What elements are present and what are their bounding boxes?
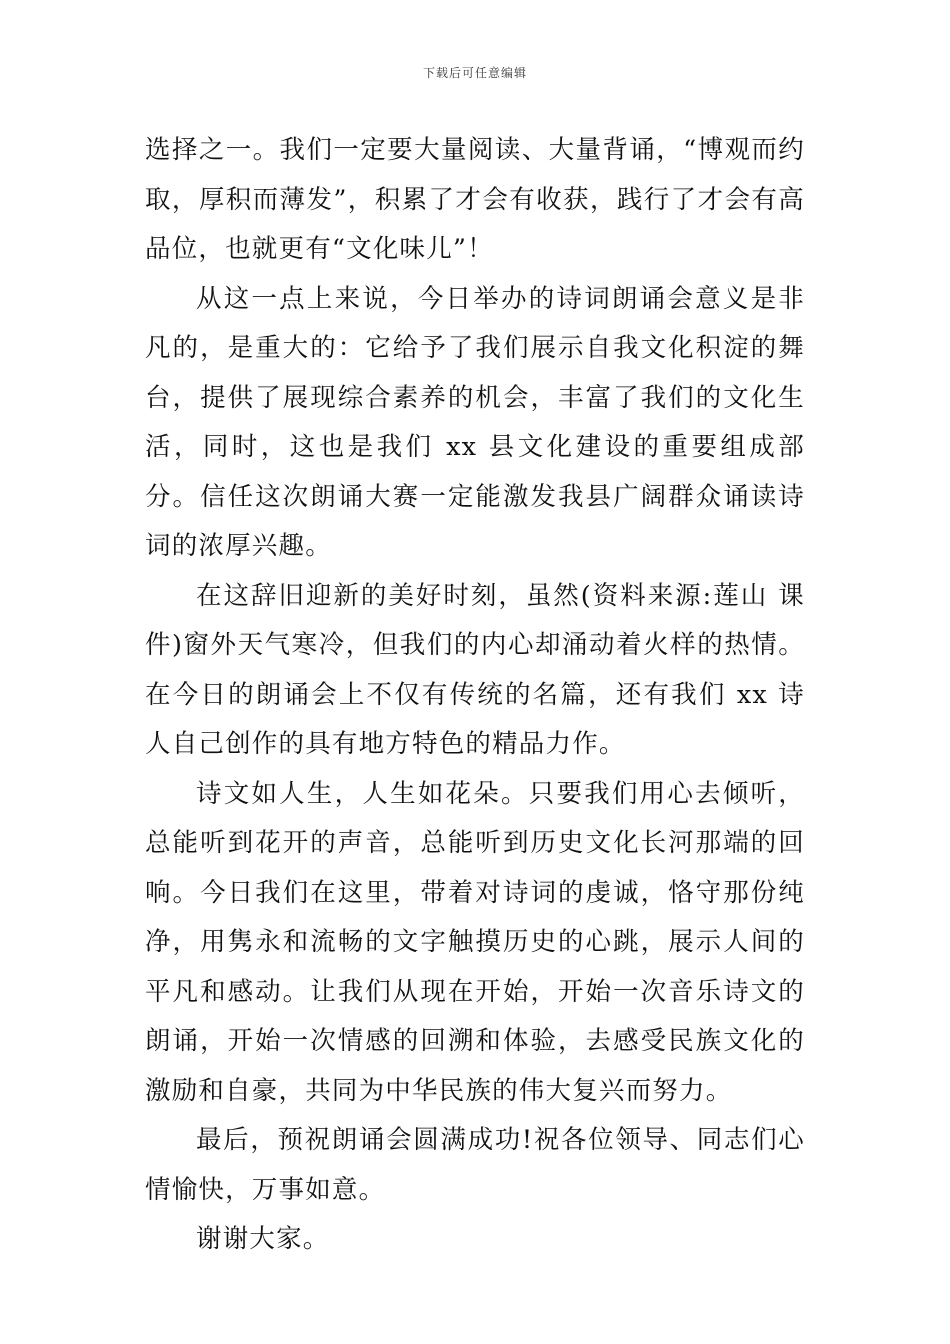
paragraph-5: 最后，预祝朗诵会圆满成功!祝各位领导、同志们心情愉快，万事如意。 <box>145 1125 805 1205</box>
paragraph-4: 诗文如人生，人生如花朵。只要我们用心去倾听，总能听到花开的声音，总能听到历史文化长河那端的回响。今日我们在这里，带着对诗词的虔诚，恪守那份纯净，用隽永和流畅的文字触摸历史的心跳，展示人间的平凡和感动。让我们从现在开始，开始一次音乐诗文的朗诵，开始一次情感的回溯和体验，去感受民族文化的激励和自豪，共同为中华民族的伟大复兴而努力。 <box>145 778 805 1106</box>
paragraph-1: 选择之一。我们一定要大量阅读、大量背诵，“博观而约取，厚积而薄发”，积累了才会有收获，践行了才会有高品位，也就更有“文化味儿”！ <box>145 135 805 264</box>
paragraph-6: 谢谢大家。 <box>196 1224 330 1254</box>
header-note: 下载后可任意编辑 <box>422 66 527 80</box>
paragraph-2: 从这一点上来说，今日举办的诗词朗诵会意义是非凡的，是重大的：它给予了我们展示自我文化积淀的舞台，提供了展现综合素养的机会，丰富了我们的文化生活，同时，这也是我们 xx 县文化建设的重要组成部分。信任这次朗诵大赛一定能激发我县广阔群众诵读诗词的浓厚兴趣。 <box>145 283 805 561</box>
document-body <box>145 126 805 1265</box>
paragraph-3: 在这辞旧迎新的美好时刻，虽然(资料来源:莲山 课件)窗外天气寒冷，但我们的内心却涌动着火样的热情。在今日的朗诵会上不仅有传统的名篇，还有我们 xx 诗人自己创作的具有地方特色的精品力作。 <box>145 580 805 759</box>
